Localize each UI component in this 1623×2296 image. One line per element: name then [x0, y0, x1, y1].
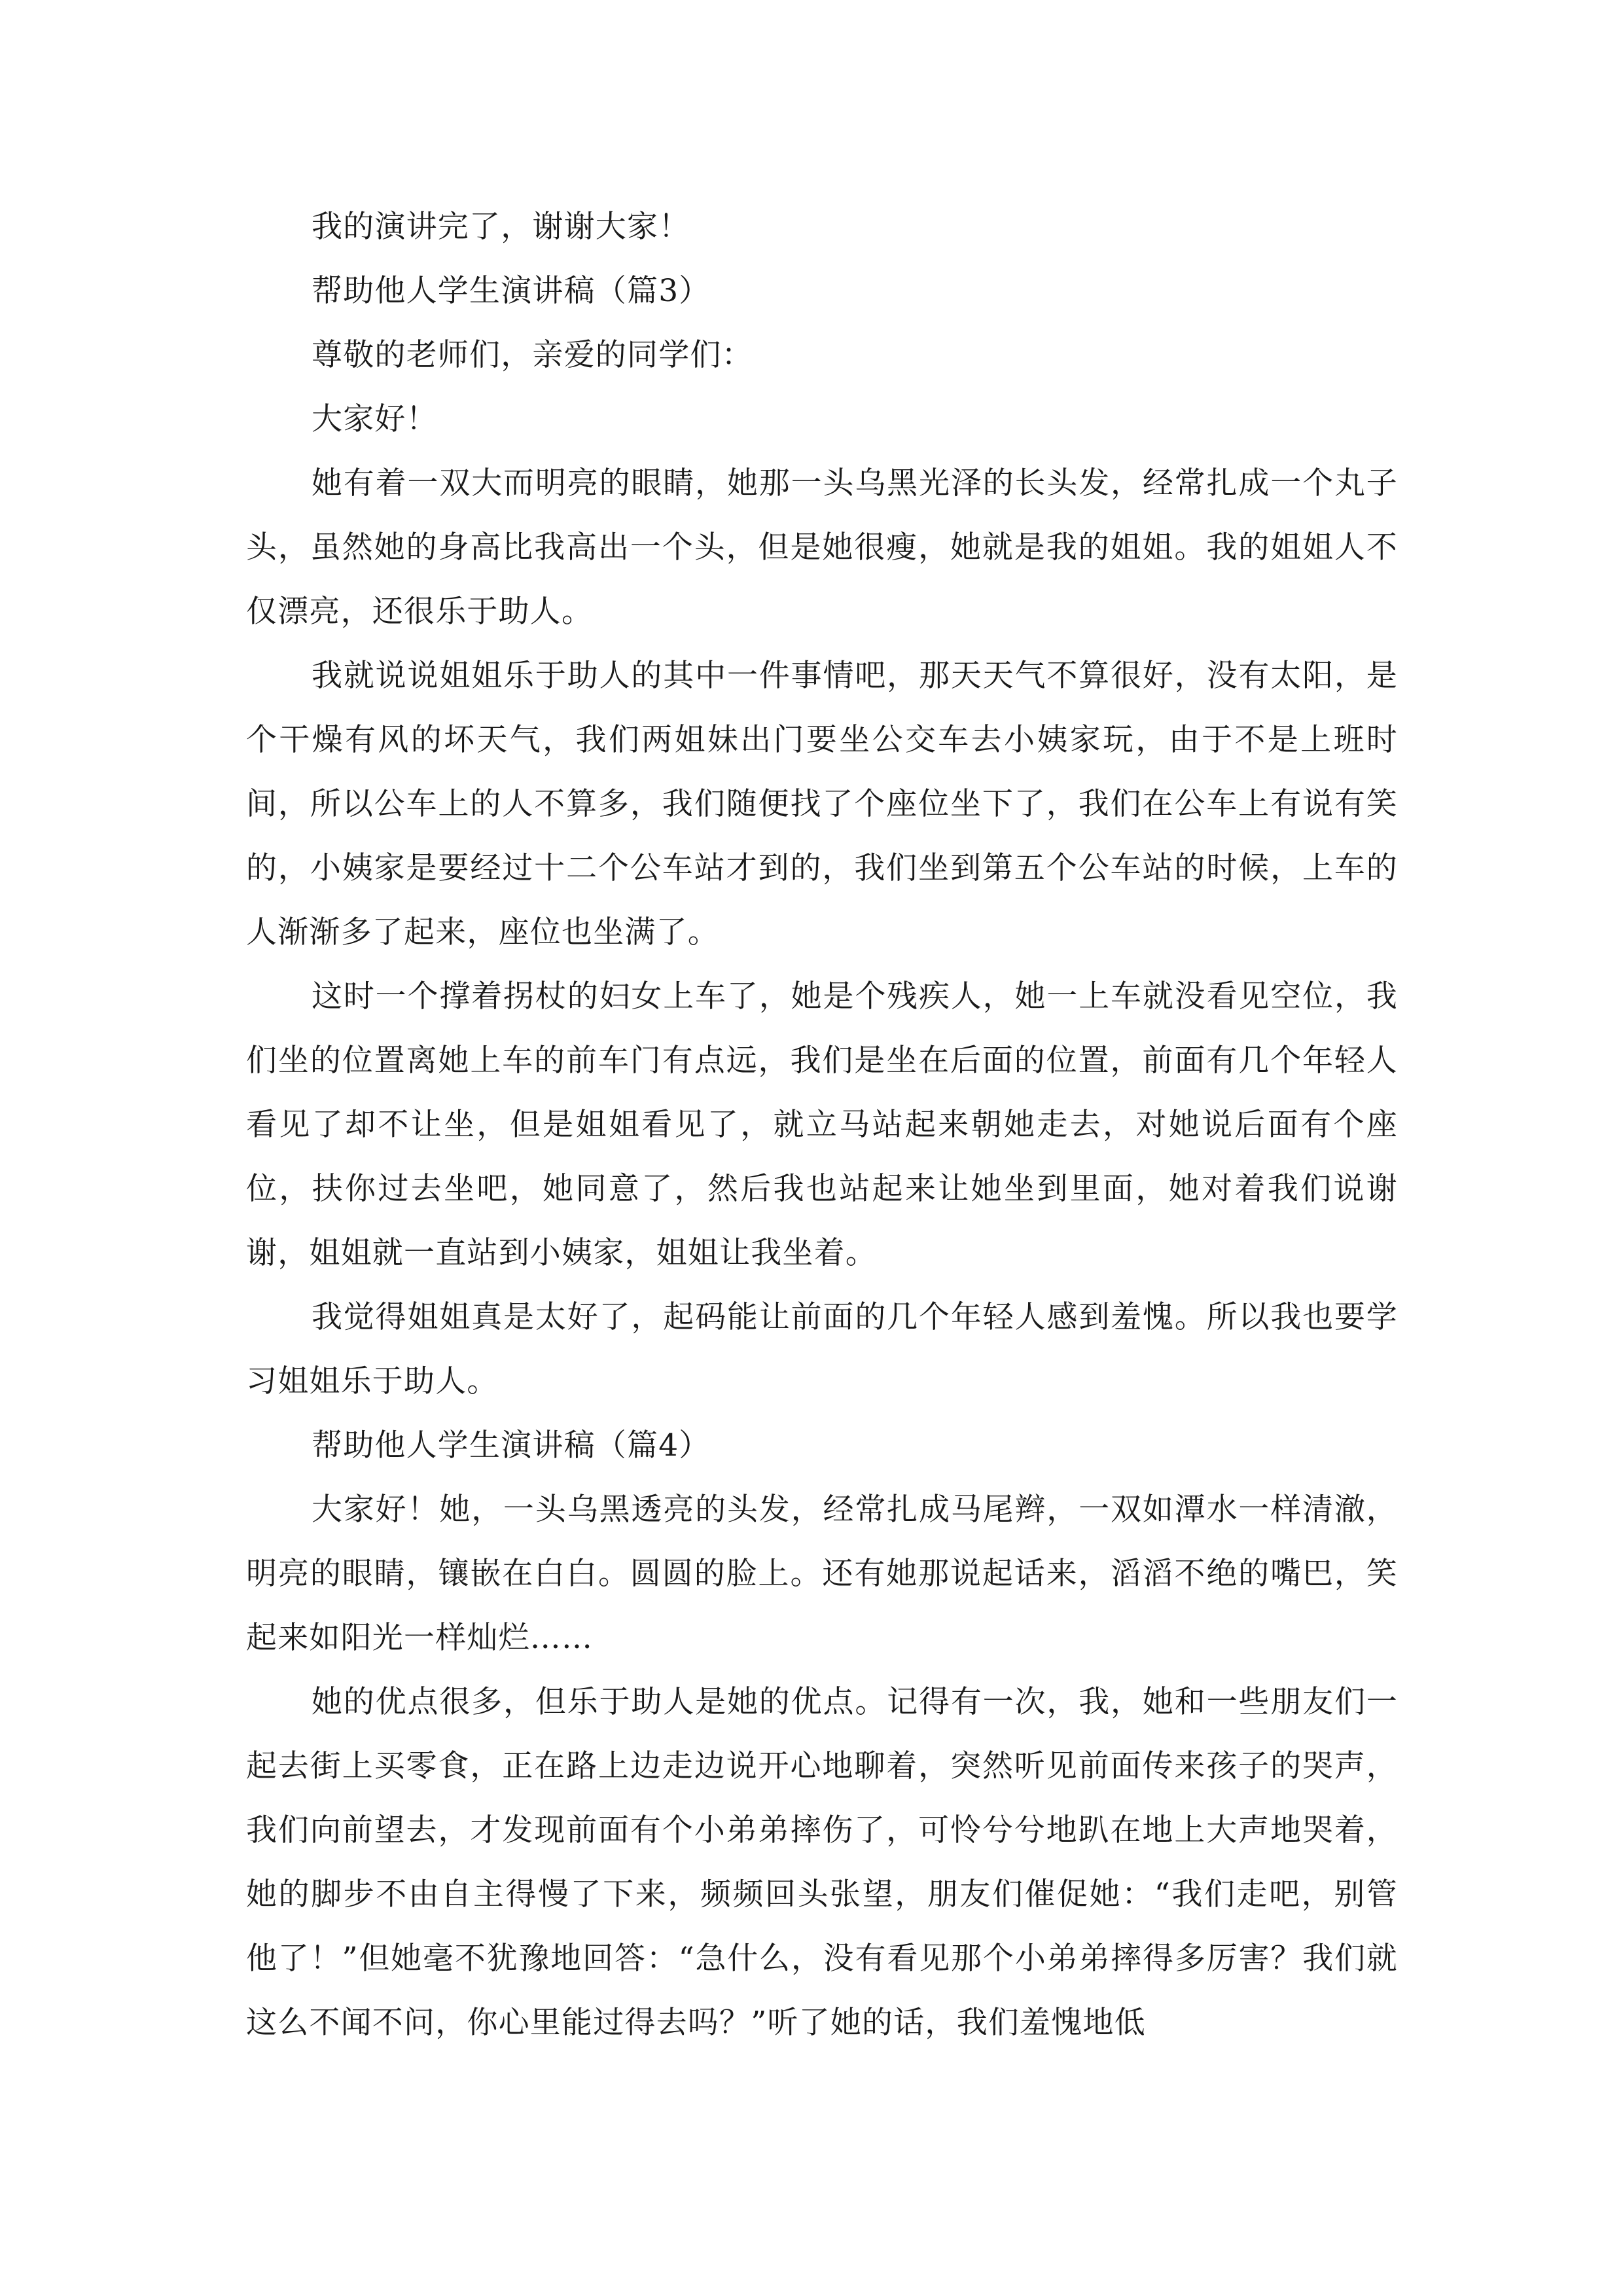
section-heading-3: 帮助他人学生演讲稿（篇3）	[312, 273, 711, 309]
body-paragraph: 这时一个撑着拐杖的妇女上车了，她是个残疾人，她一上车就没看见空位，我们坐的位置离她上车的前车门有点远，我们是坐在后面的位置，前面有几个年轻人看见了却不让坐，但是姐姐看见了，就立马站起来朝她走去，对她说后面有个座位，扶你过去坐吧，她同意了，然后我也站起来让她坐到里面，她对着我们说谢谢，姐姐就一直站到小姨家，姐姐让我坐着。	[246, 978, 1398, 1271]
body-paragraph: 我觉得姐姐真是太好了，起码能让前面的几个年轻人感到羞愧。所以我也要学习姐姐乐于助人。	[246, 1299, 1398, 1399]
salutation: 尊敬的老师们，亲爱的同学们：	[312, 337, 753, 373]
body-paragraph: 我就说说姐姐乐于助人的其中一件事情吧，那天天气不算很好，没有太阳，是个干燥有风的坏天气，我们两姐妹出门要坐公交车去小姨家玩，由于不是上班时间，所以公车上的人不算多，我们随便找了个座位坐下了，我们在公车上有说有笑的，小姨家是要经过十二个公车站才到的，我们坐到第五个公车站的时候，上车的人渐渐多了起来，座位也坐满了。	[246, 658, 1398, 950]
greeting: 大家好！	[312, 401, 438, 437]
body-paragraph: 大家好！她，一头乌黑透亮的头发，经常扎成马尾辫，一双如潭水一样清澈，明亮的眼睛，镶嵌在白白。圆圆的脸上。还有她那说起话来，滔滔不绝的嘴巴，笑起来如阳光一样灿烂……	[246, 1492, 1398, 1656]
body-paragraph: 她的优点很多，但乐于助人是她的优点。记得有一次，我，她和一些朋友们一起去街上买零食，正在路上边走边说开心地聊着，突然听见前面传来孩子的哭声，我们向前望去，才发现前面有个小弟弟摔伤了，可怜兮兮地趴在地上大声地哭着，她的脚步不由自主得慢了下来，频频回头张望，朋友们催促她：“我们走吧，别管他了！”但她毫不犹豫地回答：“急什么，没有看见那个小弟弟摔得多厉害？我们就这么不闻不问，你心里能过得去吗？”听了她的话，我们羞愧地低	[246, 1684, 1398, 2041]
section-heading-4: 帮助他人学生演讲稿（篇4）	[312, 1427, 711, 1463]
body-paragraph: 她有着一双大而明亮的眼睛，她那一头乌黑光泽的长头发，经常扎成一个丸子头，虽然她的身高比我高出一个头，但是她很瘦，她就是我的姐姐。我的姐姐人不仅漂亮，还很乐于助人。	[246, 465, 1398, 630]
closing-line: 我的演讲完了，谢谢大家！	[312, 209, 690, 245]
document-body	[246, 195, 1398, 2055]
